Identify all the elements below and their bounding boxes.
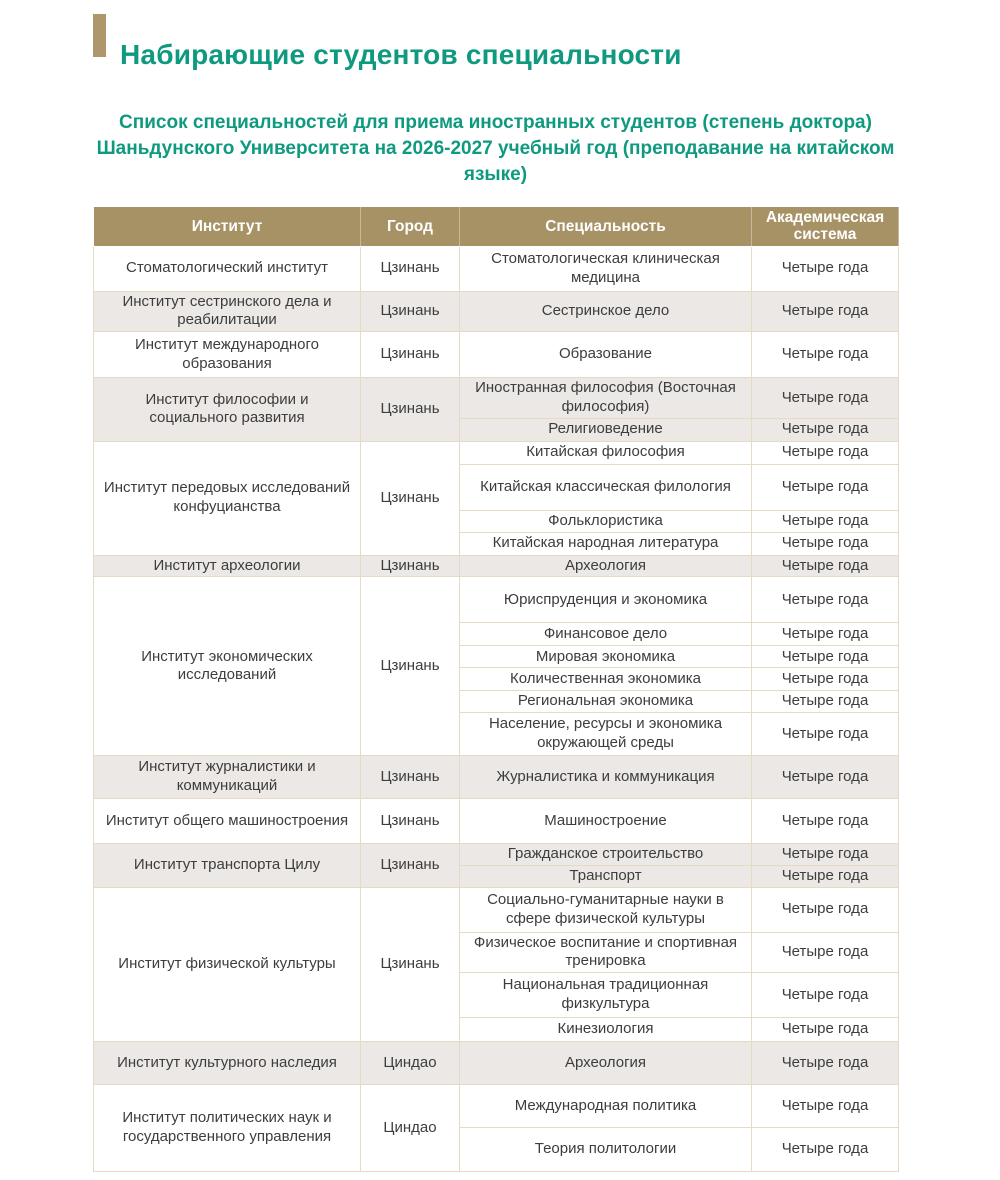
institute-cell: Институт передовых исследований конфуцианства	[94, 441, 361, 555]
specialty-cell: Сестринское дело	[460, 291, 752, 332]
specialty-cell: Международная политика	[460, 1085, 752, 1128]
table-row	[94, 577, 899, 623]
institute-cell: Стоматологический институт	[94, 246, 361, 291]
city-cell: Цзинань	[361, 756, 460, 799]
duration-cell: Четыре года	[752, 799, 899, 844]
duration-cell: Четыре года	[752, 1128, 899, 1172]
city-cell: Цзинань	[361, 577, 460, 756]
table-row	[94, 1085, 899, 1128]
institute-cell: Институт философии и социального развития	[94, 378, 361, 442]
table-header-row	[94, 207, 899, 246]
duration-cell: Четыре года	[752, 532, 899, 555]
specialty-cell: Гражданское строительство	[460, 844, 752, 866]
table-header	[94, 207, 899, 246]
city-cell: Цзинань	[361, 844, 460, 888]
duration-cell: Четыре года	[752, 246, 899, 291]
institute-cell: Институт экономических исследований	[94, 577, 361, 756]
specialty-cell: Китайская классическая филология	[460, 464, 752, 510]
header-institute: Институт	[94, 207, 361, 246]
specialty-cell: Китайская философия	[460, 441, 752, 464]
duration-cell: Четыре года	[752, 973, 899, 1018]
duration-cell: Четыре года	[752, 844, 899, 866]
specialty-cell: Социально-гуманитарные науки в сфере физической культуры	[460, 887, 752, 932]
specialty-cell: Китайская народная литература	[460, 532, 752, 555]
specialty-cell: Региональная экономика	[460, 691, 752, 713]
table-row	[94, 1042, 899, 1085]
duration-cell: Четыре года	[752, 1085, 899, 1128]
duration-cell: Четыре года	[752, 887, 899, 932]
specialty-cell: Финансовое дело	[460, 623, 752, 646]
specialties-table	[93, 207, 899, 1172]
page-subtitle: Список специальностей для приема иностранных студентов (степень доктора) Шаньдунского Университета на 2026-2027 учебный год (преподавание на китайском языке)	[96, 112, 895, 185]
institute-cell: Институт журналистики и коммуникаций	[94, 756, 361, 799]
table-row	[94, 756, 899, 799]
specialty-cell: Население, ресурсы и экономика окружающей среды	[460, 713, 752, 756]
city-cell: Цзинань	[361, 332, 460, 378]
specialty-cell: Стоматологическая клиническая медицина	[460, 246, 752, 291]
institute-cell: Институт физической культуры	[94, 887, 361, 1042]
city-cell: Циндао	[361, 1042, 460, 1085]
table-row	[94, 555, 899, 577]
duration-cell: Четыре года	[752, 332, 899, 378]
duration-cell: Четыре года	[752, 932, 899, 973]
city-cell: Циндао	[361, 1085, 460, 1172]
table-row	[94, 441, 899, 464]
specialty-cell: Физическое воспитание и спортивная тренировка	[460, 932, 752, 973]
institute-cell: Институт общего машиностроения	[94, 799, 361, 844]
institute-cell: Институт международного образования	[94, 332, 361, 378]
specialty-cell: Транспорт	[460, 865, 752, 887]
table-row	[94, 291, 899, 332]
specialty-cell: Национальная традиционная физкультура	[460, 973, 752, 1018]
duration-cell: Четыре года	[752, 668, 899, 691]
city-cell: Цзинань	[361, 555, 460, 577]
specialty-cell: Фольклористика	[460, 510, 752, 532]
duration-cell: Четыре года	[752, 418, 899, 441]
duration-cell: Четыре года	[752, 510, 899, 532]
table-row	[94, 799, 899, 844]
duration-cell: Четыре года	[752, 691, 899, 713]
page-title: Набирающие студентов специальности	[120, 38, 682, 70]
city-cell: Цзинань	[361, 887, 460, 1042]
specialty-cell: Иностранная философия (Восточная философия)	[460, 378, 752, 419]
table-row	[94, 332, 899, 378]
duration-cell: Четыре года	[752, 713, 899, 756]
specialty-cell: Журналистика и коммуникация	[460, 756, 752, 799]
header-city: Город	[361, 207, 460, 246]
table-row	[94, 378, 899, 419]
specialty-cell: Теория политологии	[460, 1128, 752, 1172]
specialty-cell: Религиоведение	[460, 418, 752, 441]
specialty-cell: Мировая экономика	[460, 646, 752, 668]
table-row	[94, 844, 899, 866]
institute-cell: Институт политических наук и государственного управления	[94, 1085, 361, 1172]
title-accent-bar	[93, 14, 106, 57]
city-cell: Цзинань	[361, 246, 460, 291]
institute-cell: Институт археологии	[94, 555, 361, 577]
duration-cell: Четыре года	[752, 646, 899, 668]
duration-cell: Четыре года	[752, 623, 899, 646]
duration-cell: Четыре года	[752, 865, 899, 887]
table-row	[94, 246, 899, 291]
table-body	[94, 246, 899, 1172]
duration-cell: Четыре года	[752, 378, 899, 419]
institute-cell: Институт транспорта Цилу	[94, 844, 361, 888]
city-cell: Цзинань	[361, 378, 460, 442]
specialty-cell: Юриспруденция и экономика	[460, 577, 752, 623]
specialty-cell: Археология	[460, 555, 752, 577]
specialty-cell: Археология	[460, 1042, 752, 1085]
header-academic-system: Академическая система	[752, 207, 899, 246]
duration-cell: Четыре года	[752, 1042, 899, 1085]
duration-cell: Четыре года	[752, 1018, 899, 1042]
duration-cell: Четыре года	[752, 464, 899, 510]
specialty-cell: Количественная экономика	[460, 668, 752, 691]
city-cell: Цзинань	[361, 441, 460, 555]
city-cell: Цзинань	[361, 291, 460, 332]
institute-cell: Институт сестринского дела и реабилитации	[94, 291, 361, 332]
duration-cell: Четыре года	[752, 577, 899, 623]
specialty-cell: Машиностроение	[460, 799, 752, 844]
duration-cell: Четыре года	[752, 555, 899, 577]
duration-cell: Четыре года	[752, 441, 899, 464]
institute-cell: Институт культурного наследия	[94, 1042, 361, 1085]
header-specialty: Специальность	[460, 207, 752, 246]
duration-cell: Четыре года	[752, 291, 899, 332]
duration-cell: Четыре года	[752, 756, 899, 799]
city-cell: Цзинань	[361, 799, 460, 844]
specialty-cell: Образование	[460, 332, 752, 378]
specialty-cell: Кинезиология	[460, 1018, 752, 1042]
table-row	[94, 887, 899, 932]
